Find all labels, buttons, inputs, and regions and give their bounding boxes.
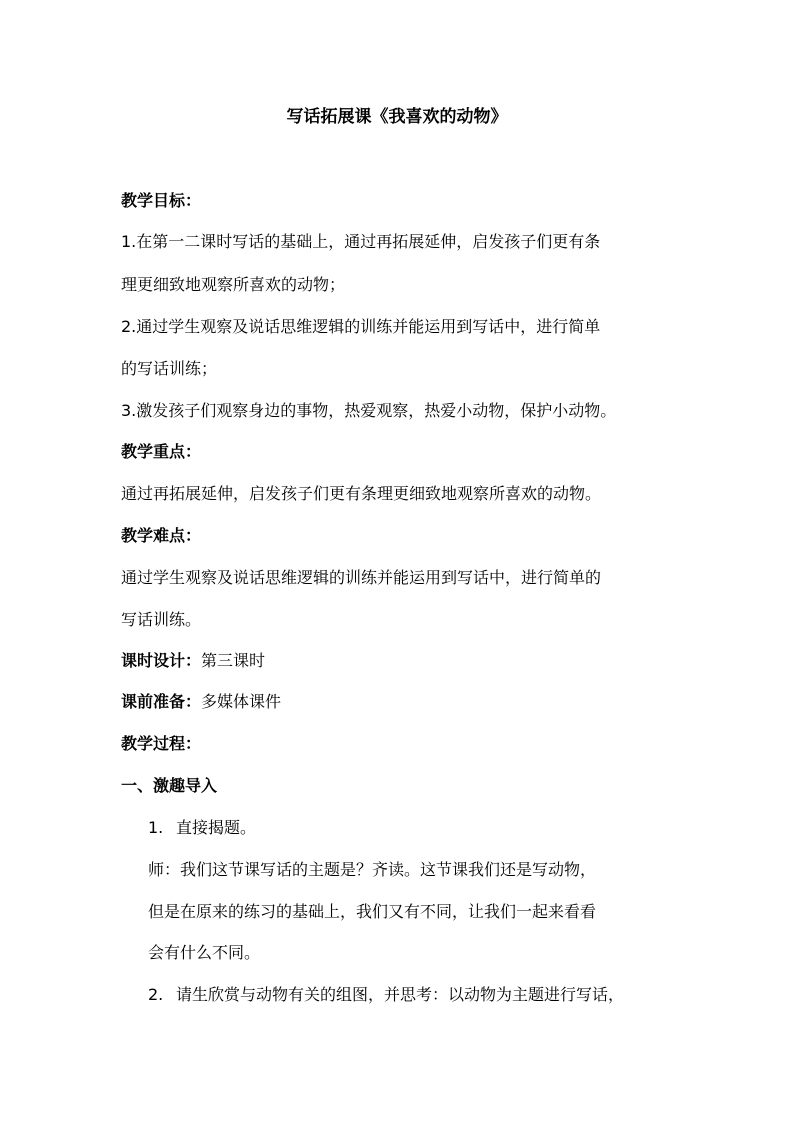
preparation-value: 多媒体课件 [201, 692, 282, 711]
key-points-text: 通过再拓展延伸，启发孩子们更有条理更细致地观察所喜欢的动物。 [121, 484, 602, 503]
document-title: 写话拓展课《我喜欢的动物》 [286, 107, 508, 127]
teacher-line-3: 会有什么不同。 [148, 943, 261, 962]
step-1-number: 1. [148, 818, 164, 837]
process-heading: 教学过程： [121, 734, 202, 753]
objectives-heading: 教学目标： [121, 191, 202, 210]
step-1-text: 直接揭题。 [176, 818, 257, 837]
key-points-heading: 教学重点： [121, 442, 202, 461]
step-1 [148, 815, 256, 841]
preparation-label: 课前准备： [121, 692, 202, 711]
schedule-row [121, 648, 265, 674]
teacher-line-1: 师：我们这节课写话的主题是？齐读。这节课我们还是写动物， [148, 860, 597, 879]
objective-1-line-2: 理更细致地观察所喜欢的动物； [121, 275, 346, 294]
difficulties-line-2: 写话训练。 [121, 610, 202, 629]
objective-1-line-1: 1.在第一二课时写话的基础上，通过再拓展延伸，启发孩子们更有条 [121, 232, 601, 251]
teacher-line-2: 但是在原来的练习的基础上，我们又有不同，让我们一起来看看 [148, 902, 597, 921]
difficulties-heading: 教学难点： [121, 526, 202, 545]
objective-2-line-1: 2.通过学生观察及说话思维逻辑的训练并能运用到写话中，进行简单 [121, 317, 601, 336]
preparation-row [121, 689, 281, 715]
section-1-heading: 一、激趣导入 [121, 776, 218, 795]
schedule-label: 课时设计： [121, 651, 202, 670]
objective-2-line-2: 的写话训练； [121, 359, 218, 378]
difficulties-line-1: 通过学生观察及说话思维逻辑的训练并能运用到写话中，进行简单的 [121, 568, 602, 587]
step-2-text: 请生欣赏与动物有关的组图，并思考：以动物为主题进行写话， [176, 985, 625, 1004]
objective-3-line-1: 3.激发孩子们观察身边的事物，热爱观察，热爱小动物，保护小动物。 [121, 401, 617, 420]
step-2 [148, 982, 624, 1008]
step-2-number: 2. [148, 985, 164, 1004]
schedule-value: 第三课时 [201, 651, 266, 670]
